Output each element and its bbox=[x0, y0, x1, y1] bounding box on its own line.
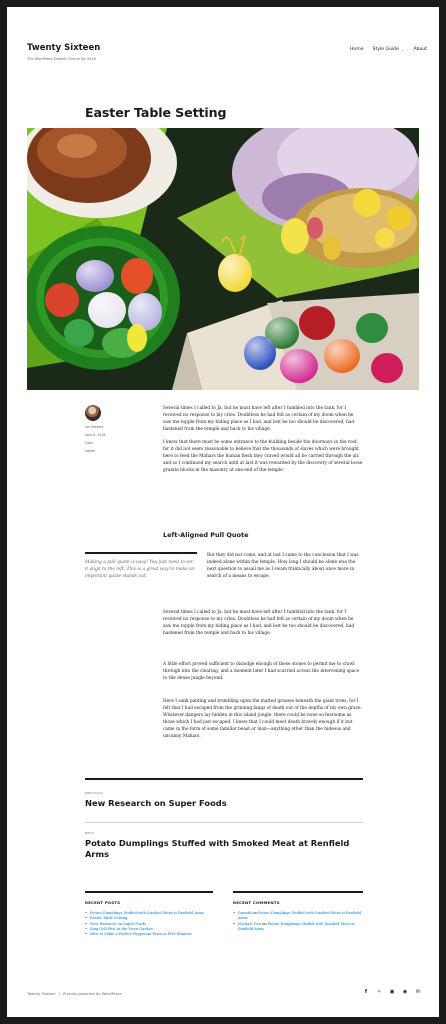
nav-about[interactable]: About bbox=[413, 47, 427, 52]
site-description: The WordPress Default Theme for 2016 bbox=[27, 57, 96, 61]
post-tag[interactable]: easter bbox=[85, 449, 96, 453]
widget-rule bbox=[233, 891, 363, 893]
github-icon[interactable]: ◉ bbox=[402, 989, 408, 995]
comment-on-text: on bbox=[252, 911, 257, 915]
email-icon[interactable]: ✉ bbox=[415, 989, 421, 995]
content-paragraph bbox=[163, 609, 363, 637]
post-date[interactable]: April 8, 2016 bbox=[85, 433, 106, 437]
recent-post-link[interactable]: • Sing Goll Fest at the Neon Garden bbox=[85, 927, 213, 932]
recent-posts-title: RECENT POSTS bbox=[85, 900, 121, 905]
content-paragraph bbox=[163, 698, 363, 741]
site-title[interactable]: Twenty Sixteen bbox=[27, 43, 101, 53]
comment-author-link[interactable]: Michael Doe bbox=[238, 921, 261, 926]
nav-style-guide[interactable] bbox=[373, 47, 405, 52]
paragraph-text: But they did not come, and at last I came to the conclusion that I was indeed alone within the temple. How long I should be alone was the next question to assail me as I swam frantically about once more in search of a means to escape. bbox=[207, 553, 359, 580]
chevron-down-icon: ⌄ bbox=[401, 47, 405, 52]
nav-home[interactable]: Home bbox=[349, 47, 364, 52]
recent-comments-list bbox=[233, 911, 363, 932]
pull-quote: Making a pull quote is easy! You just need to set it align to the left. This is a great way to make an important quote stands out. bbox=[85, 560, 195, 579]
previous-post-link[interactable]: New Research on Super Foods bbox=[85, 798, 227, 808]
featured-image bbox=[27, 128, 419, 390]
recent-post-link[interactable]: • New Research on Super Foods bbox=[85, 922, 213, 927]
recent-comments-title: RECENT COMMENTS bbox=[233, 900, 280, 905]
instagram-icon[interactable]: ▣ bbox=[389, 989, 395, 995]
easter-table-photo bbox=[27, 128, 419, 390]
footer-separator: / bbox=[58, 991, 61, 996]
post-nav-divider bbox=[85, 822, 363, 823]
post-title: Easter Table Setting bbox=[85, 105, 227, 120]
content-paragraph bbox=[163, 661, 363, 682]
previous-label: PREVIOUS bbox=[85, 791, 103, 795]
next-post-link[interactable]: Potato Dumplings Stuffed with Smoked Meat at Renfield Arms bbox=[85, 838, 350, 859]
site-info bbox=[27, 991, 122, 996]
paragraph-text: Here I sank panting and trembling upon the matted grasses beneath the giant trees, for I felt that I had escaped from the grinning fangs of death out of the depths of my own grave. Whatever dangers lay hidden in this island jungle, there could be none so fearsome as those which I had just escaped. I knew that I could meet death bravely enough if it but came in the form of some familiar beast or man—anything other than the hideous and uncanny Mahars. bbox=[163, 699, 362, 740]
page bbox=[7, 7, 439, 1017]
subheading: Left-Aligned Pull Quote bbox=[163, 531, 249, 539]
recent-post-link[interactable]: • How to Make a Perfect Pepperoni Pizza in Five Minutes bbox=[85, 932, 213, 937]
paragraph-text: Several times I called to Ja, but he must have left after I tumbled into the tank, for I received no response to my cries. Doubtless he had felt as certain of my doom when he saw me topple from my hiding place as I had, and lest he too should be discovered, had hastened from the temple and back to his village. bbox=[163, 610, 355, 637]
post-nav-rule bbox=[85, 778, 363, 780]
main-navigation bbox=[350, 47, 427, 52]
twitter-icon[interactable]: ✧ bbox=[376, 989, 382, 995]
comment-post-link[interactable]: Potato Dumplings Stuffed with Smoked Meat at Renfield Arms bbox=[238, 911, 362, 921]
paragraph-text: I knew that there must be some entrance to the building beside the doorways in the roof, for it did not seem reasonable to believe that the thousands of slaves which were brought here to feed the Mahars the human flesh they craved would all be carried through the air, and so I continued my search until at last it was rewarded by the discovery of several loose granite blocks in the masonry at one end of the temple. bbox=[163, 440, 363, 474]
author-avatar[interactable] bbox=[85, 405, 101, 421]
content-paragraph bbox=[163, 439, 363, 474]
social-navigation bbox=[363, 989, 421, 995]
content-paragraph bbox=[207, 552, 363, 580]
author-name[interactable]: Ian Stewart bbox=[85, 425, 104, 429]
next-label: NEXT bbox=[85, 831, 95, 835]
footer-powered-by[interactable]: Proudly powered by WordPress bbox=[63, 991, 122, 996]
facebook-icon[interactable]: f bbox=[364, 989, 368, 995]
nav-style-guide-label: Style Guide bbox=[372, 47, 400, 52]
paragraph-text: Several times I called to Ja, but he must have left after I tumbled into the tank, for I received no response to my cries. Doubtless he had felt as certain of my doom when he saw me topple from my hiding place as I had, and lest he too should be discovered, had hastened from the temple and back to his village. bbox=[163, 406, 355, 433]
footer-site-name[interactable]: Twenty Sixteen bbox=[27, 991, 56, 996]
post-category[interactable]: Food bbox=[85, 441, 93, 445]
comment-post-link[interactable]: Potato Dumplings Stuffed with Smoked Meat at Renfield Arms bbox=[238, 921, 355, 931]
pull-quote-rule bbox=[85, 552, 197, 554]
recent-post-link[interactable]: • Easter Table Setting bbox=[85, 916, 213, 921]
recent-comment bbox=[233, 911, 363, 922]
content-paragraph bbox=[163, 405, 363, 433]
widget-rule bbox=[85, 891, 213, 893]
recent-post-link[interactable]: • Potato Dumplings Stuffed with Smoked Meat at Renfield Arms bbox=[85, 911, 213, 916]
recent-posts-list bbox=[85, 911, 213, 937]
paragraph-text: A little effort proved sufficient to dislodge enough of these stones to permit me to crawl through into the clearing, and a moment later I had scarried across the intervening space to the dense jungle beyond. bbox=[163, 662, 360, 682]
comment-on-text: on bbox=[262, 921, 267, 926]
recent-comment bbox=[233, 922, 363, 933]
comment-author-link[interactable]: Dunnik bbox=[238, 911, 252, 915]
